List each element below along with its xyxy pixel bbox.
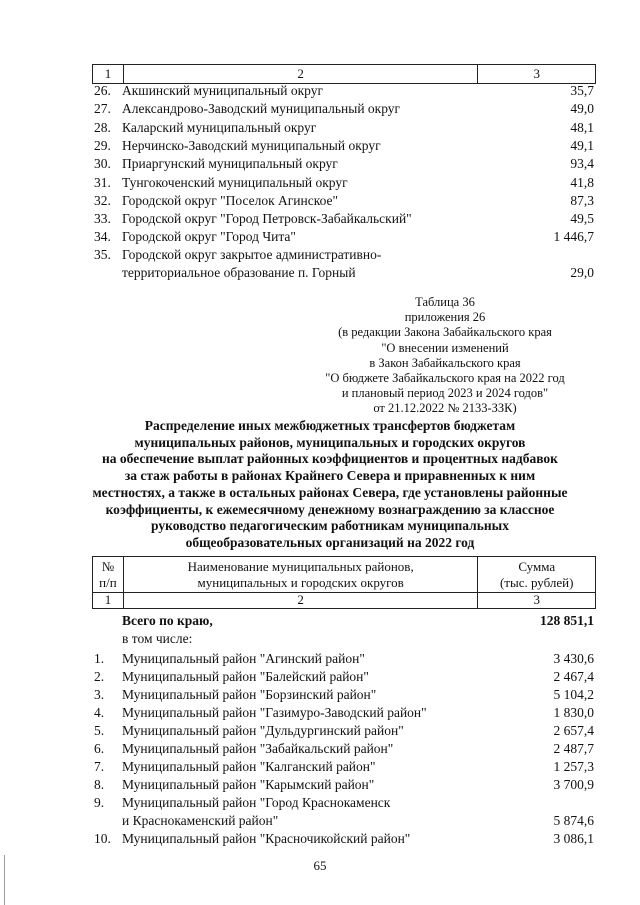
row-name-line1: Муниципальный район "Город Краснокаменск — [122, 795, 391, 810]
row-value: 1 830,0 — [553, 705, 594, 720]
row-value: 49,0 — [570, 101, 594, 116]
row-value: 1 257,3 — [553, 759, 594, 774]
main-table-index-row — [92, 591, 596, 609]
row-name: Приаргунский муниципальный округ — [122, 156, 338, 171]
appendix-reference — [300, 295, 590, 417]
appendix-line: Таблица 36 — [415, 295, 475, 309]
row-name: Муниципальный район "Балейский район" — [122, 669, 369, 684]
row-name: Муниципальный район "Агинский район" — [122, 651, 365, 666]
title-line: за стаж работы в районах Крайнего Севера и приравненных к ним — [124, 468, 536, 484]
row-number: 1. — [94, 651, 105, 666]
row-number: 29. — [94, 138, 111, 153]
row-value: 49,5 — [570, 211, 594, 226]
header-text: Наименование муниципальных районов, — [187, 558, 414, 574]
row-name: Муниципальный район "Борзинский район" — [122, 687, 377, 702]
main-col-index-1: 1 — [93, 591, 124, 608]
row-number: 9. — [94, 795, 105, 810]
row-number: 33. — [94, 211, 111, 226]
total-value: 128 851,1 — [540, 613, 594, 628]
title-line: руководство педагогическим работникам муниципальных — [151, 518, 509, 534]
title-line: муниципальных районов, муниципальных и городских округов — [134, 434, 526, 450]
row-number: 26. — [94, 83, 111, 98]
header-sum-col — [478, 557, 595, 592]
row-value: 5 104,2 — [553, 687, 594, 702]
row-name: Тунгокоченский муниципальный округ — [122, 175, 348, 190]
row-number: 31. — [94, 175, 111, 190]
row-value: 3 700,9 — [553, 777, 594, 792]
header-name-col — [124, 557, 479, 592]
row-value: 41,8 — [570, 175, 594, 190]
row-value: 93,4 — [570, 156, 594, 171]
appendix-line: от 21.12.2022 № 2133-ЗЗК) — [373, 401, 517, 416]
row-value: 2 467,4 — [553, 669, 594, 684]
appendix-line: в Закон Забайкальского края — [369, 355, 521, 370]
row-name-line2: территориальное образование п. Горный — [122, 265, 356, 280]
title-line: Распределение иных межбюджетных трансфертов бюджетам — [144, 418, 516, 433]
row-number: 4. — [94, 705, 105, 720]
row-name: Муниципальный район "Дульдургинский район" — [122, 723, 404, 738]
main-table-header — [92, 556, 596, 593]
scan-margin-line — [4, 855, 5, 905]
row-name: Муниципальный район "Красночикойский район" — [122, 831, 411, 846]
page-number: 65 — [313, 858, 327, 873]
row-number: 34. — [94, 229, 111, 244]
title-line: на обеспечение выплат районных коэффициентов и процентных надбавок — [102, 451, 558, 467]
row-value: 1 446,7 — [553, 229, 594, 244]
row-number: 8. — [94, 777, 105, 792]
appendix-line: "О внесении изменений — [381, 340, 509, 355]
row-name: Каларский муниципальный округ — [122, 120, 317, 135]
header-number-col — [93, 557, 124, 592]
header-text: (тыс. рублей) — [499, 574, 574, 590]
row-value: 48,1 — [570, 120, 594, 135]
row-number: 28. — [94, 120, 111, 135]
title-line: местностях, а также в остальных районах Севера, где установлены районные — [92, 484, 568, 500]
appendix-line: "О бюджете Забайкальского края на 2022 год — [325, 371, 565, 386]
top-col-index-3: 3 — [533, 66, 540, 81]
row-number: 7. — [94, 759, 105, 774]
row-value: 35,7 — [570, 83, 594, 98]
row-number: 35. — [94, 247, 111, 262]
top-table-index-row — [92, 64, 596, 84]
row-value: 2 487,7 — [553, 741, 594, 756]
row-name: Муниципальный район "Забайкальский район" — [122, 741, 394, 756]
header-text: муниципальных и городских округов — [197, 574, 404, 590]
row-name: Городской округ "Поселок Агинское" — [122, 193, 339, 208]
row-value: 87,3 — [570, 193, 594, 208]
header-text: п/п — [99, 574, 117, 590]
row-number: 30. — [94, 156, 111, 171]
row-number: 5. — [94, 723, 105, 738]
header-text: № — [101, 558, 115, 574]
row-name: Нерчинско-Заводский муниципальный округ — [122, 138, 381, 153]
row-name: Муниципальный район "Калганский район" — [122, 759, 376, 774]
row-name: Городской округ "Город Петровск-Забайкальский" — [122, 211, 412, 226]
row-number: 3. — [94, 687, 105, 702]
header-text: Сумма — [518, 558, 556, 574]
row-number: 32. — [94, 193, 111, 208]
row-number: 27. — [94, 101, 111, 116]
top-col-index-2: 2 — [124, 65, 479, 83]
row-number: 2. — [94, 669, 105, 684]
main-col-index-2: 2 — [124, 591, 479, 608]
title-line: коэффициенты, к ежемесячному денежному вознаграждению за классное — [105, 501, 555, 517]
row-value: 3 086,1 — [553, 831, 594, 846]
row-number: 10. — [94, 831, 111, 846]
row-name: Муниципальный район "Карымский район" — [122, 777, 375, 792]
row-value: 3 430,6 — [553, 651, 594, 666]
main-col-index-3: 3 — [533, 592, 540, 607]
row-value: 2 657,4 — [553, 723, 594, 738]
row-number: 6. — [94, 741, 105, 756]
top-col-index-1: 1 — [93, 65, 124, 83]
row-name: Александрово-Заводский муниципальный округ — [122, 101, 401, 116]
appendix-line: приложения 26 — [404, 310, 486, 325]
row-name-line1: Городской округ закрытое административно- — [122, 247, 382, 262]
row-value: 49,1 — [570, 138, 594, 153]
row-name-line2: и Краснокаменский район" — [122, 813, 279, 828]
title-line: общеобразовательных организаций на 2022 год — [185, 534, 475, 550]
row-value: 5 874,6 — [553, 813, 594, 828]
appendix-line: и плановый период 2023 и 2024 годов" — [341, 386, 549, 401]
row-name: Муниципальный район "Газимуро-Заводский район" — [122, 705, 427, 720]
table-title — [80, 418, 580, 552]
including-label: в том числе: — [122, 631, 193, 646]
row-name: Городской округ "Город Чита" — [122, 229, 296, 244]
row-value: 29,0 — [570, 265, 594, 280]
total-label: Всего по краю, — [122, 613, 213, 628]
appendix-line: (в редакции Закона Забайкальского края — [338, 325, 552, 340]
row-name: Акшинский муниципальный округ — [122, 83, 324, 98]
